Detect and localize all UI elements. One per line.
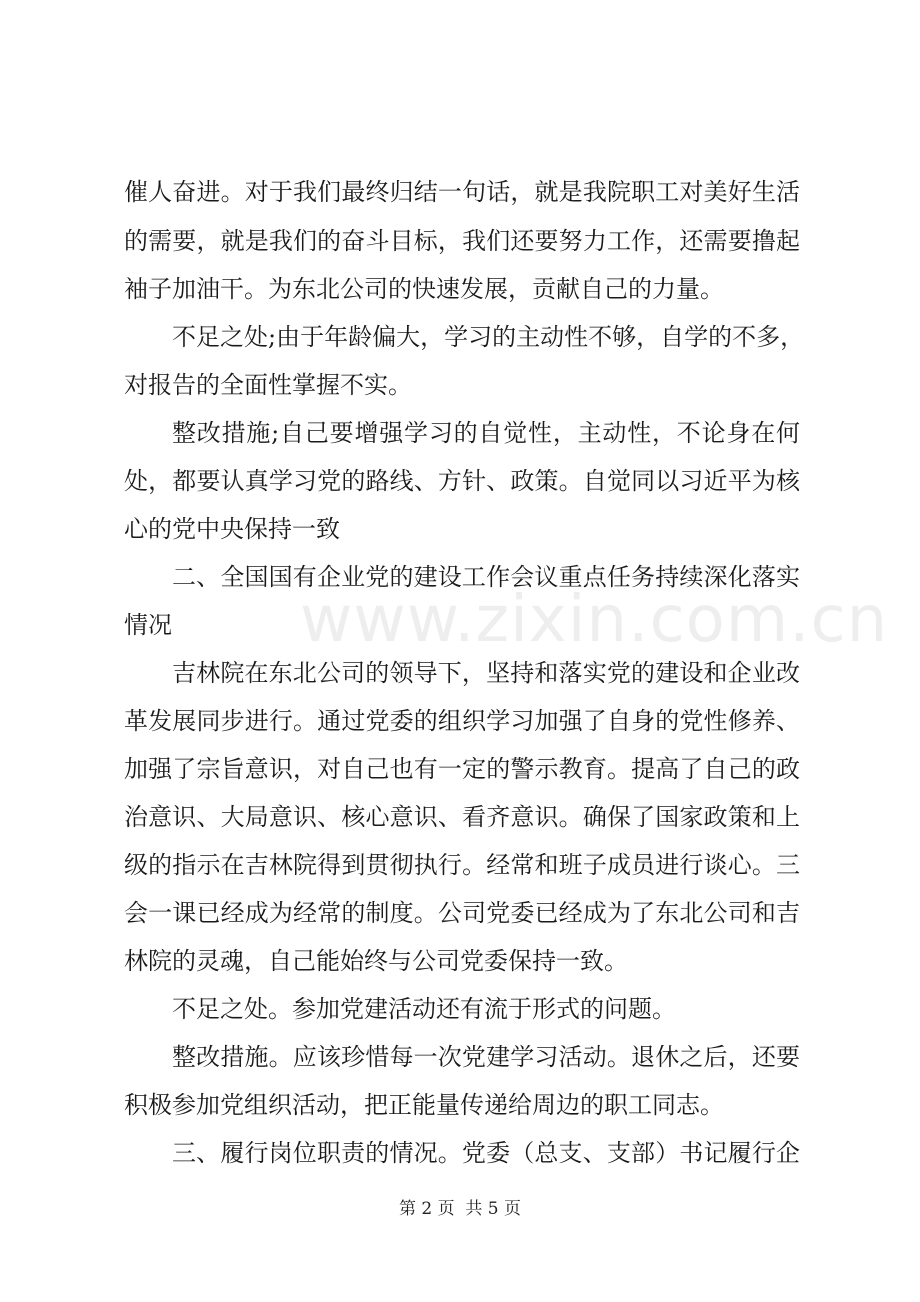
text-line: 级的指示在吉林院得到贯彻执行。经常和班子成员进行谈心。三	[124, 851, 800, 879]
text-line: 对报告的全面性掌握不实。	[124, 371, 412, 399]
text-line: 吉林院在东北公司的领导下，坚持和落实党的建设和企业改	[172, 659, 800, 687]
text-line: 催人奋进。对于我们最终归结一句话，就是我院职工对美好生活	[124, 178, 800, 206]
text-line: 袖子加油干。为东北公司的快速发展，贡献自己的力量。	[124, 275, 724, 303]
text-line: 林院的灵魂，自己能始终与公司党委保持一致。	[124, 947, 628, 975]
text-line: 会一课已经成为经常的制度。公司党委已经成为了东北公司和吉	[124, 899, 800, 927]
text-line: 革发展同步进行。通过党委的组织学习加强了自身的党性修养、	[124, 707, 800, 735]
page-number: 第 2 页 共 5 页	[398, 1199, 522, 1219]
text-line: 整改措施。应该珍惜每一次党建学习活动。退休之后，还要	[172, 1043, 800, 1071]
section-heading-line: 二、全国国有企业党的建设工作会议重点任务持续深化落实	[172, 563, 800, 591]
section-heading-line: 情况	[124, 611, 172, 639]
text-line: 处，都要认真学习党的路线、方针、政策。自觉同以习近平为核	[124, 467, 800, 495]
text-line: 加强了宗旨意识，对自己也有一定的警示教育。提高了自己的政	[124, 755, 800, 783]
text-line: 不足之处;由于年龄偏大，学习的主动性不够，自学的不多，	[172, 323, 805, 351]
text-line: 整改措施;自己要增强学习的自觉性，主动性，不论身在何	[172, 419, 800, 447]
text-line: 治意识、大局意识、核心意识、看齐意识。确保了国家政策和上	[124, 803, 800, 831]
section-heading-line: 三、履行岗位职责的情况。党委（总支、支部）书记履行企	[172, 1139, 800, 1167]
text-line: 不足之处。参加党建活动还有流于形式的问题。	[172, 995, 676, 1023]
text-line: 心的党中央保持一致	[124, 515, 340, 543]
text-line: 积极参加党组织活动，把正能量传递给周边的职工同志。	[124, 1091, 724, 1119]
text-line: 的需要，就是我们的奋斗目标，我们还要努力工作，还需要撸起	[124, 227, 800, 255]
watermark: www.zixin.com.cn	[300, 583, 889, 657]
